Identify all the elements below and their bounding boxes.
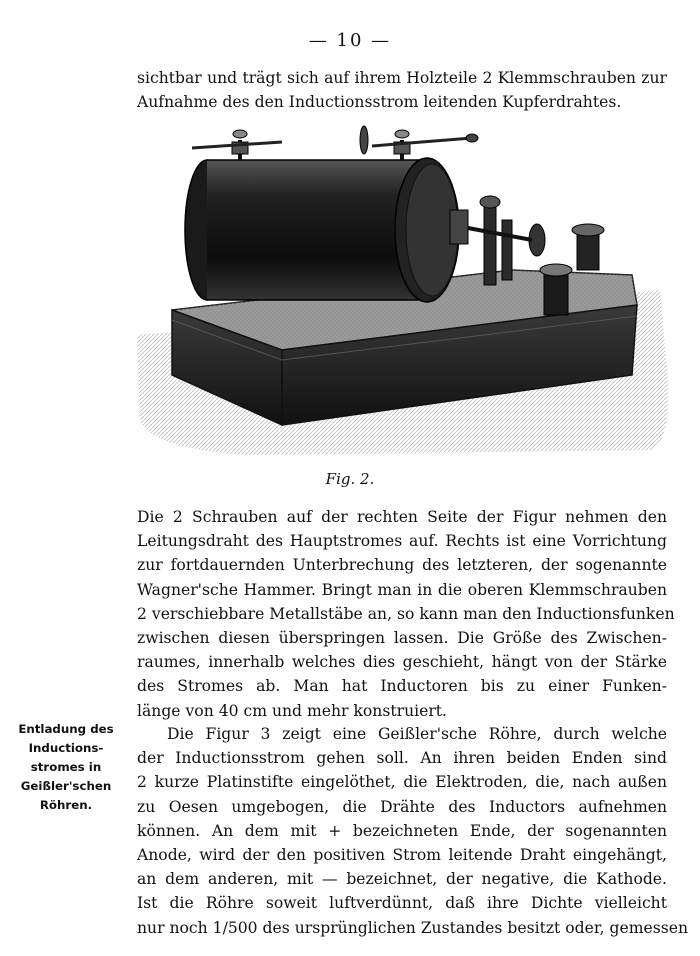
text-line: raumes, innerhalb welches dies geschieht, hängt von der Stärke xyxy=(137,653,667,672)
figure-caption: Fig. 2. xyxy=(325,470,375,488)
text-line: zu Oesen umgebogen, die Drähte des Inductors aufnehmen xyxy=(137,797,667,816)
margin-note-line: Entladung des xyxy=(18,722,114,736)
text-line: können. An dem mit + bezeichneten Ende, der sogenannten xyxy=(137,821,667,840)
text-line: sichtbar und trägt sich auf ihrem Holzteile 2 Klemmschrauben zur xyxy=(137,69,667,87)
paragraph-1 xyxy=(137,505,675,723)
text-line: Die 2 Schrauben auf der rechten Seite der Figur nehmen den xyxy=(137,508,667,526)
text-line: zwischen diesen überspringen lassen. Die Größe des Zwischen- xyxy=(137,629,667,648)
margin-note xyxy=(8,720,124,815)
text-line: 2 kurze Platinstifte eingelöthet, die Elektroden, die, nach außen xyxy=(137,773,667,792)
text-line: länge von 40 cm und mehr konstruiert. xyxy=(137,701,448,720)
induction-coil-illustration xyxy=(132,120,672,460)
text-line: 2 verschiebbare Metallstäbe an, so kann man den Inductionsfunken xyxy=(137,604,675,623)
text-line: Aufnahme des den Inductionsstrom leitenden Kupferdrahtes. xyxy=(137,93,622,112)
text-line: nur noch 1/500 des ursprünglichen Zustandes besitzt oder, gemessen xyxy=(137,918,689,937)
paragraph-2 xyxy=(137,722,689,940)
text-line: Leitungsdraht des Hauptstromes auf. Rechts ist eine Vorrichtung xyxy=(137,532,667,551)
margin-note-line: Geißler'schen xyxy=(20,779,112,793)
text-line: Anode, wird der den positiven Strom leitende Draht eingehängt, xyxy=(137,846,667,865)
margin-note-line: Inductions- xyxy=(28,741,104,755)
text-line: der Inductionsstrom gehen soll. An ihren beiden Enden sind xyxy=(137,749,667,768)
text-line: zur fortdauernden Unterbrechung des letzteren, der sogenannte xyxy=(137,556,667,575)
text-line: Die Figur 3 zeigt eine Geißler'sche Röhre, durch welche xyxy=(167,725,667,743)
margin-note-line: stromes in xyxy=(30,760,102,774)
page-number: — 10 — xyxy=(308,30,392,51)
text-line: an dem anderen, mit — bezeichnet, der negative, die Kathode. xyxy=(137,870,667,889)
text-line: Ist die Röhre soweit luftverdünnt, daß ihre Dichte vielleicht xyxy=(137,894,667,913)
text-line: des Stromes ab. Man hat Inductoren bis zu einer Funken- xyxy=(137,677,667,696)
text-line: Wagner'sche Hammer. Bringt man in die oberen Klemmschrauben xyxy=(137,580,667,599)
margin-note-line: Röhren. xyxy=(39,798,93,812)
intro-paragraph xyxy=(137,66,667,114)
